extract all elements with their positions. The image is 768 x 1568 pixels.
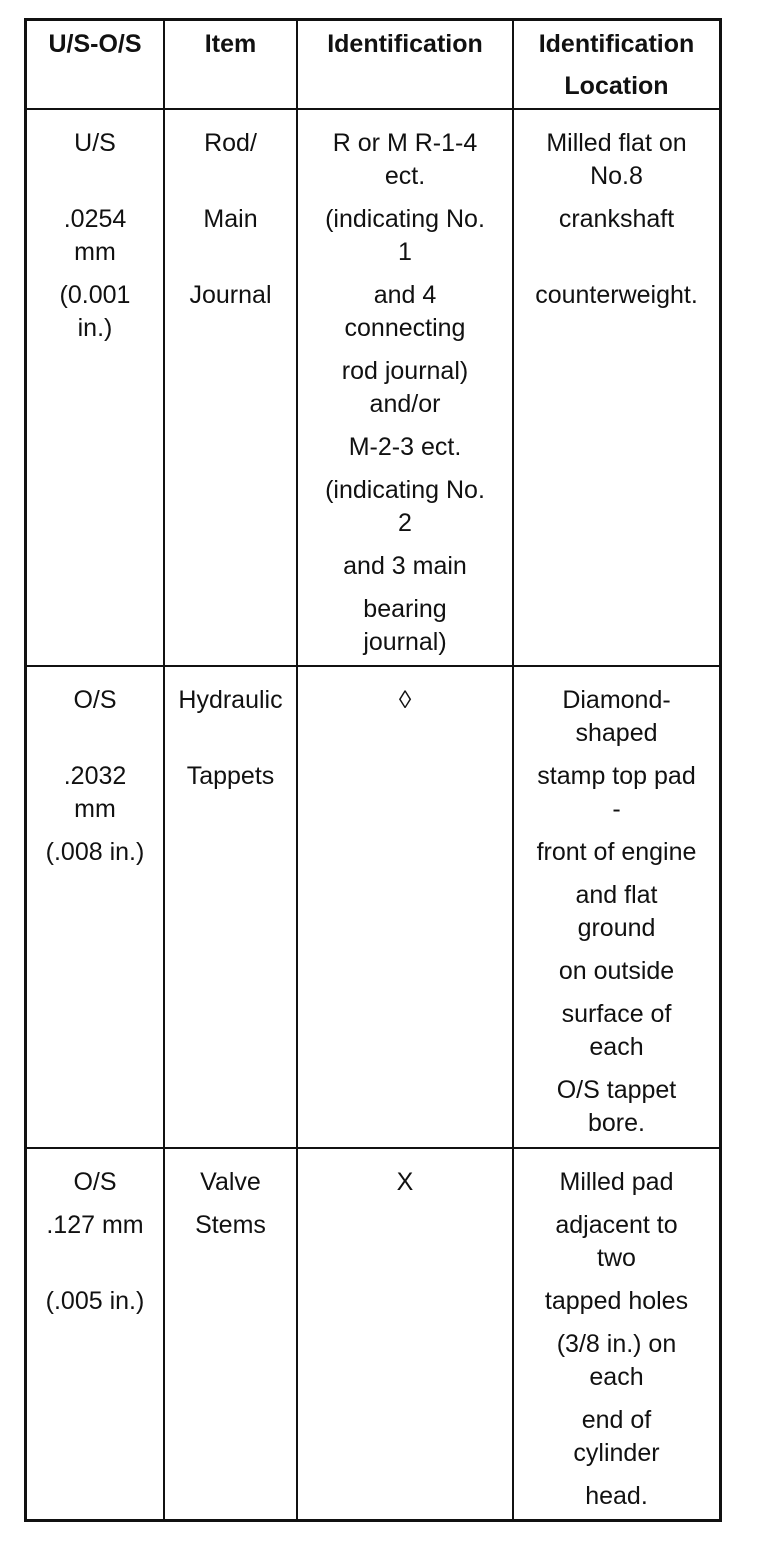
header-label: Location [564,72,669,100]
cell-line: O/S [73,1168,117,1196]
cell-line: and/or [369,390,441,418]
cell-line: U/S [74,129,116,157]
cell-line: (3/8 in.) on [556,1330,677,1358]
cell-line: head. [585,1482,648,1510]
cell-line: on outside [558,957,675,985]
cell-line: each [589,1033,644,1061]
cell-line: (.008 in.) [45,838,145,866]
cell-line: cylinder [573,1439,660,1467]
row2-us-os [27,684,163,869]
cell-line: 1 [398,238,412,266]
cell-line: in.) [77,314,113,342]
row3-identification [298,1166,512,1199]
header-identification [298,21,512,108]
row1-item [165,127,296,312]
cell-line: (indicating No. [325,476,485,504]
cell-line: (indicating No. [325,205,485,233]
cell-line: No.8 [590,162,643,190]
header-label: U/S-O/S [48,30,142,58]
header-us-os [27,21,163,108]
row2-item [165,684,296,793]
cell-line: O/S tappet [556,1076,677,1104]
cell-line: mm [74,795,116,823]
cell-line: and flat [575,881,658,909]
cell-line: ground [577,914,656,942]
cell-line: (.005 in.) [45,1287,145,1315]
cell-line: bore. [588,1109,645,1137]
cell-line: R or M R-1-4 [332,129,478,157]
cell-line: connecting [344,314,466,342]
cell-line: ect. [384,162,426,190]
header-label: Identification [327,30,483,58]
cell-line: .127 mm [46,1211,144,1239]
row-divider [27,665,719,667]
cell-line: Milled flat on [546,129,687,157]
cell-line: counterweight. [535,281,698,309]
header-identification-location [514,21,719,108]
cell-line: Journal [189,281,272,309]
cell-line: tapped holes [544,1287,689,1315]
row1-identification [298,127,512,659]
diamond-symbol: ◊ [398,686,412,714]
cell-line: and 4 [373,281,437,309]
cell-line: M-2-3 ect. [348,433,462,461]
header-label: Item [204,30,257,58]
cell-line: 2 [398,509,412,537]
cell-line: O/S [73,686,117,714]
header-item [165,21,296,108]
cell-line: Hydraulic [178,686,283,714]
cell-line: shaped [575,719,658,747]
cell-line: each [589,1363,644,1391]
cell-line: adjacent to [555,1211,678,1239]
row2-identification [298,684,512,717]
cell-line: end of [581,1406,652,1434]
row3-location [514,1166,719,1513]
cell-line: - [612,795,621,823]
cell-line: stamp top pad [537,762,696,790]
cell-line: journal) [363,628,447,656]
oversize-undersize-table [24,18,722,1522]
row1-location [514,127,719,312]
cell-line: rod journal) [341,357,469,385]
cell-line: Milled pad [559,1168,674,1196]
cell-line: and 3 main [343,552,467,580]
cell-line: .2032 [63,762,127,790]
cell-line: Stems [195,1211,266,1239]
cell-line: bearing [363,595,447,623]
x-symbol: X [396,1168,414,1196]
cell-line: .0254 [63,205,127,233]
cell-line: front of engine [536,838,697,866]
cell-line: Tappets [186,762,275,790]
cell-line: Main [203,205,258,233]
header-label: Identification [538,30,695,58]
row2-location [514,684,719,1140]
cell-line: Valve [200,1168,261,1196]
row3-us-os [27,1166,163,1318]
cell-line: mm [74,238,116,266]
cell-line: (0.001 [59,281,131,309]
row-divider [27,108,719,110]
cell-line: two [597,1244,636,1272]
cell-line: crankshaft [558,205,675,233]
cell-line: surface of [561,1000,672,1028]
row3-item [165,1166,296,1242]
row-divider [27,1147,719,1149]
cell-line: Rod/ [204,129,257,157]
row1-us-os [27,127,163,345]
cell-line: Diamond- [562,686,671,714]
